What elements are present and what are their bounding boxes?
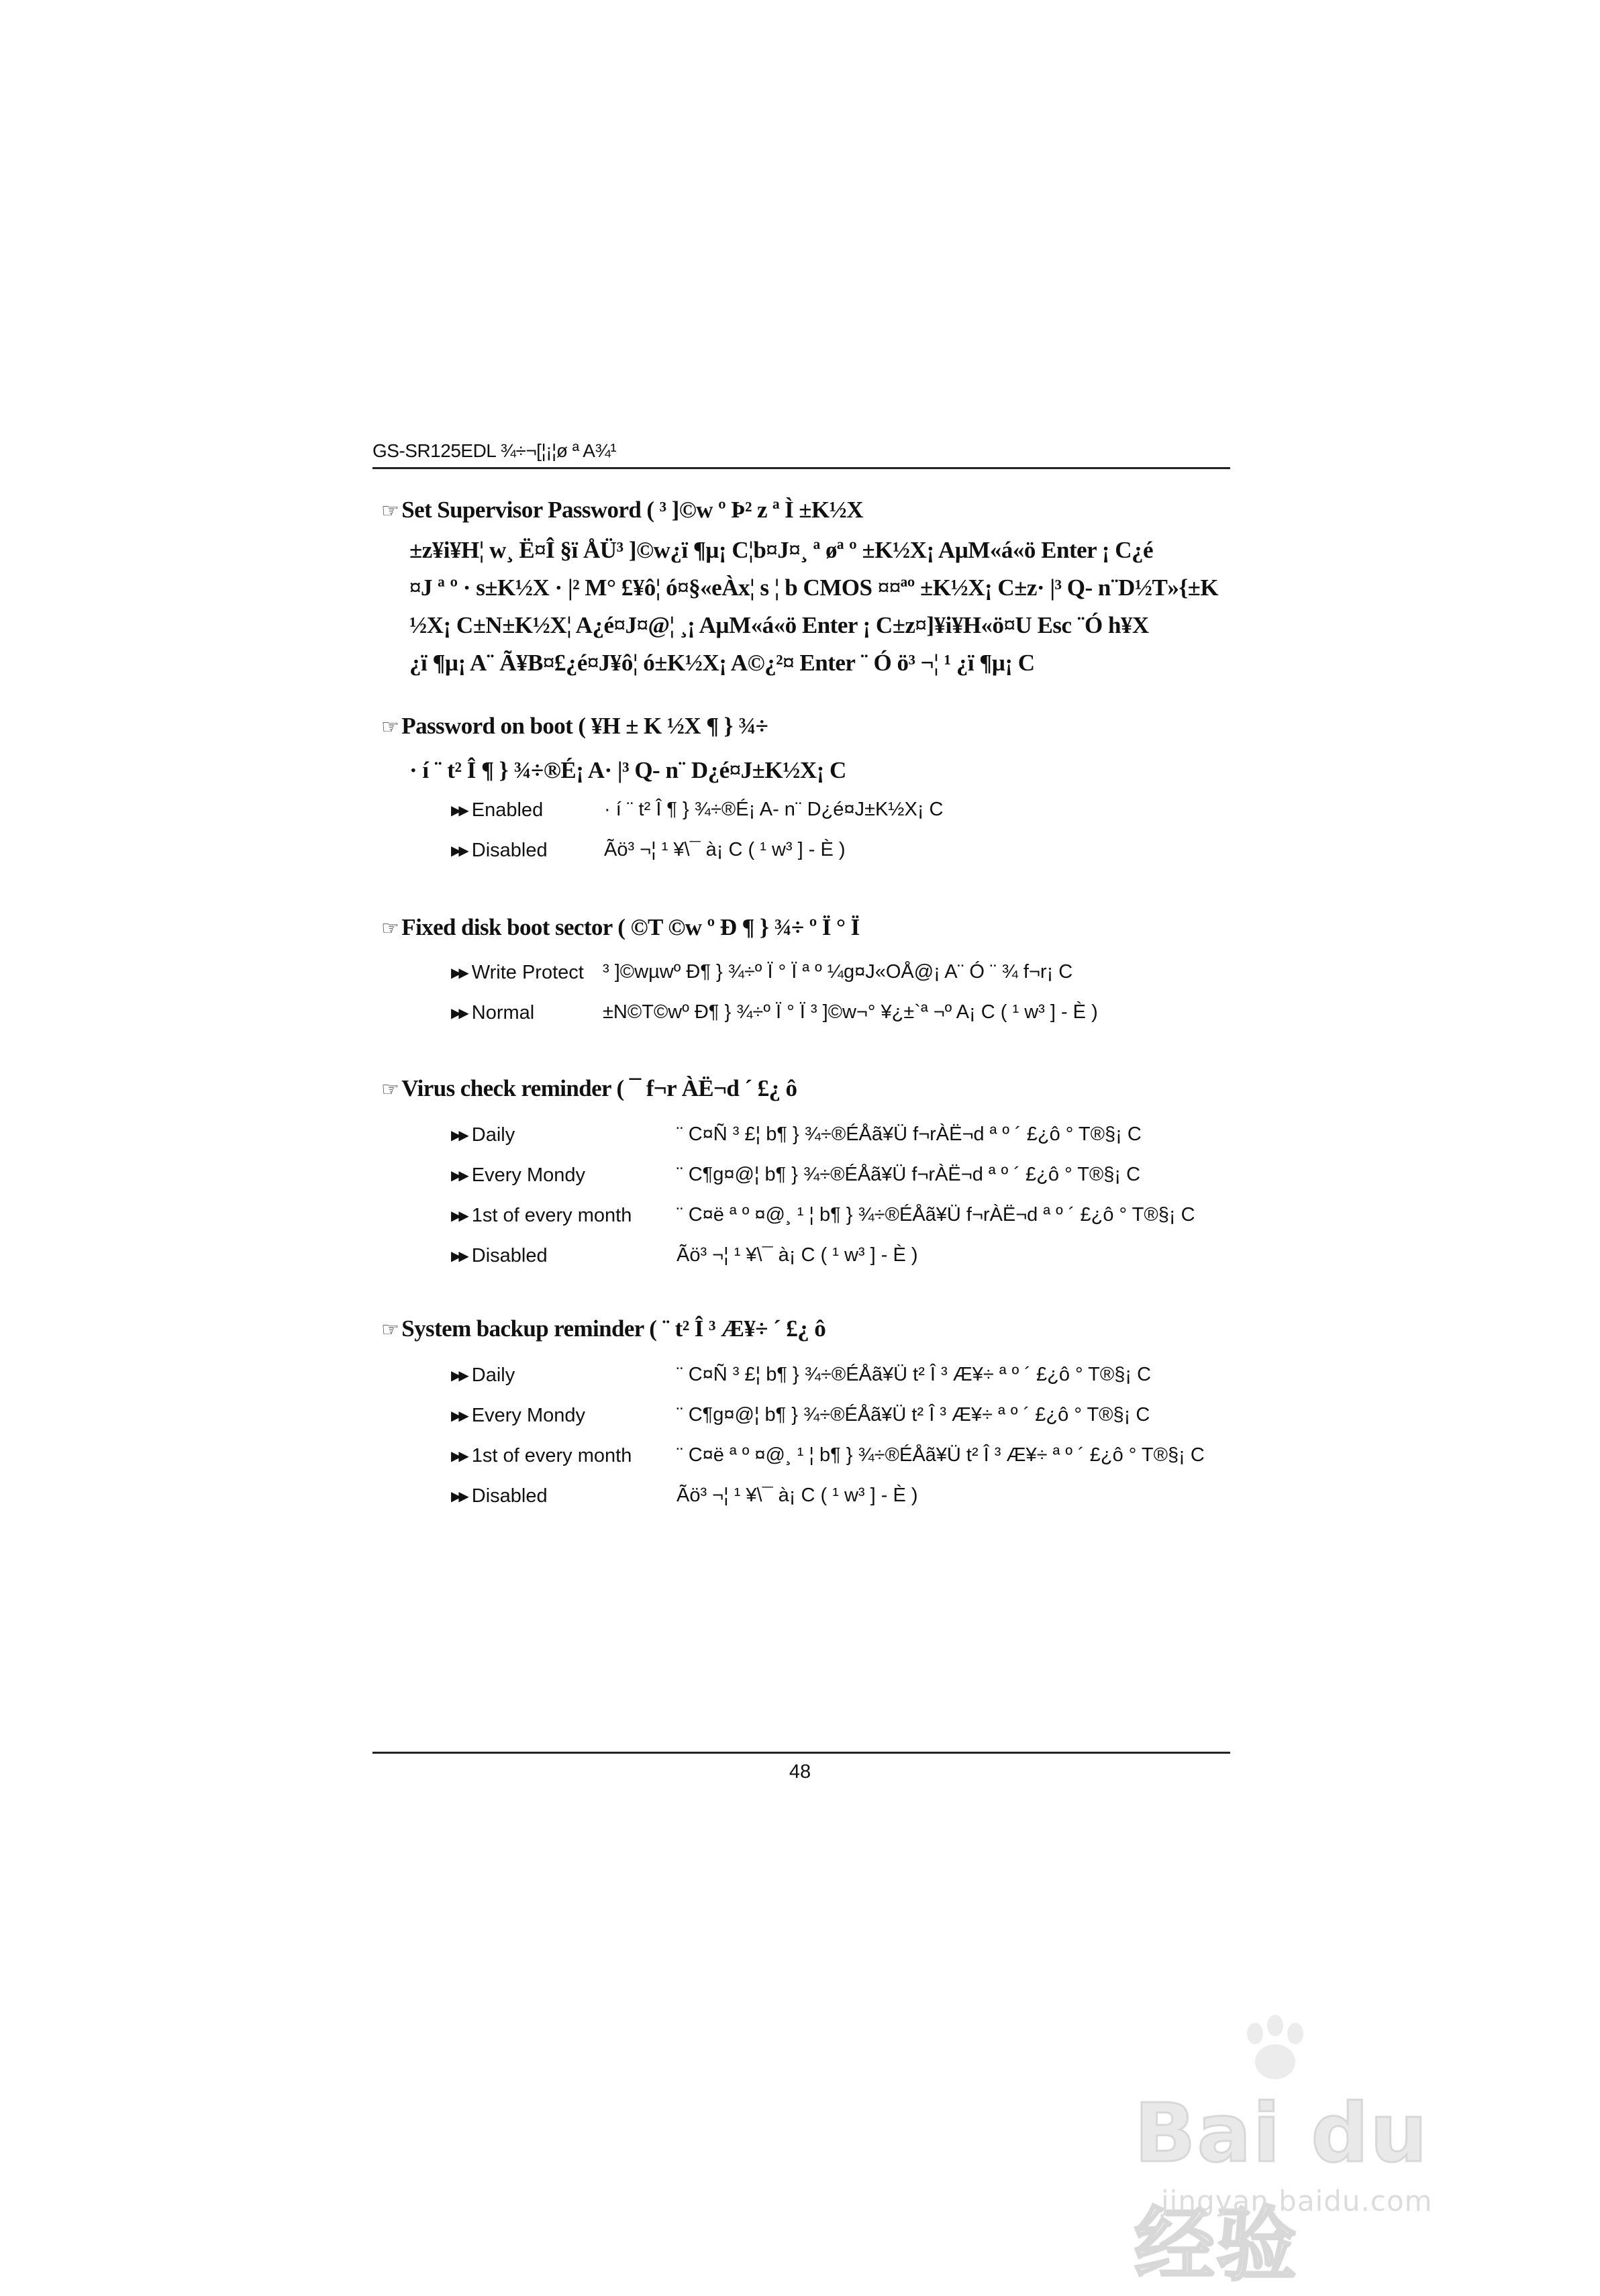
paragraph-line: ½X¡ C±N±K½X¦ A¿é¤J¤@¦ ¸¡ AµM«á«ö Enter ¡ C±z¤]¥i¥H«ö¤U Esc ¨Ó h¥X [409,612,1149,638]
paw-icon [1235,2013,1315,2087]
double-arrow-icon: ▶▶ [451,1448,466,1464]
page-header: GS-SR125EDL ¾÷¬[¦¡¦ø ª A¾¹ [372,440,617,461]
footer-rule [372,1752,1230,1754]
option-row [451,1244,918,1271]
option-description: ¨ C¤ë ª º ¤@¸ ¹ ¦ b¶ } ¾÷®ÉÅã¥Ü t² Î ³ Æ¥÷ ª º ´ £¿ô ° T®§¡ C [677,1444,1205,1466]
option-row [451,1164,1141,1191]
option-description: Ãö³ ¬¦ ¹ ¥\¯ à¡ C ( ¹ w³ ] - È ) [677,1485,918,1506]
option-row [451,1485,918,1511]
page-number: 48 [789,1761,811,1783]
double-arrow-icon: ▶▶ [451,1208,466,1224]
option-name: Disabled [471,839,548,861]
option-row [451,961,1073,988]
option-description: · í ¨ t² Î ¶ } ¾÷®É¡ A- n¨ D¿é¤J±K½X¡ C [604,799,944,820]
option-row [451,1404,1150,1431]
option-description: Ãö³ ¬¦ ¹ ¥\¯ à¡ C ( ¹ w³ ] - È ) [677,1244,918,1266]
option-name: Every Mondy [471,1404,585,1426]
section-title-system-backup-reminder: ☞ System backup reminder ( ¨ t² Î ³ Æ¥÷ ´ £¿ ô [381,1315,826,1342]
section-title-supervisor-password: ☞ Set Supervisor Password ( ³ ]©w º Þ² z ª Ì ±K½X [381,497,863,523]
section-title-password-on-boot: ☞ Password on boot ( ¥H ± K ½X ¶ } ¾÷ [381,713,768,739]
paragraph-line: ¤J ª º · s±K½X · |² M° £¥ô¦ ó¤§«eÀx¦ s ¦ b CMOS ¤¤ªº ±K½X¡ C±z· |³ Q- n¨D½T»{±K [409,575,1219,601]
option-name: 1st of every month [471,1204,632,1226]
pointing-hand-icon: ☞ [381,1319,399,1341]
section-paragraph-supervisor-password [409,532,1248,682]
option-row [451,839,846,866]
section-title-fixed-disk-boot-sector: ☞ Fixed disk boot sector ( ©T ©w º Ð ¶ } ¾÷ º Ï ° Ï [381,914,860,940]
section-title-virus-check-reminder: ☞ Virus check reminder ( ¯ f¬r ÀË¬d ´ £¿ ô [381,1075,797,1101]
section-paragraph-password-on-boot [409,752,1248,789]
double-arrow-icon: ▶▶ [451,803,466,818]
option-description: ¨ C¶g¤@¦ b¶ } ¾÷®ÉÅã¥Ü f¬rÀË¬d ª º ´ £¿ô ° T®§¡ C [677,1164,1141,1185]
option-description: ³ ]©wµwº Ð¶ } ¾÷º Ï ° Ï ª º ¼g¤J«OÅ@¡ A¨ Ó ¨ ¾ f¬r¡ C [603,961,1073,983]
option-row [451,1444,1205,1471]
header-rule [372,467,1230,469]
double-arrow-icon: ▶▶ [451,1248,466,1264]
option-name: Write Protect [471,961,584,983]
option-row [451,1001,1098,1028]
double-arrow-icon: ▶▶ [451,843,466,858]
option-name: Every Mondy [471,1164,585,1186]
pointing-hand-icon: ☞ [381,500,399,522]
double-arrow-icon: ▶▶ [451,1489,466,1504]
double-arrow-icon: ▶▶ [451,1005,466,1021]
option-description: ¨ C¤Ñ ³ £¦ b¶ } ¾÷®ÉÅã¥Ü t² Î ³ Æ¥÷ ª º ´ £¿ô ° T®§¡ C [677,1364,1152,1385]
option-name: Disabled [471,1485,548,1507]
option-row [451,1124,1142,1150]
pointing-hand-icon: ☞ [381,1079,399,1101]
double-arrow-icon: ▶▶ [451,965,466,981]
option-name: Daily [471,1364,515,1386]
double-arrow-icon: ▶▶ [451,1128,466,1143]
option-description: ¨ C¶g¤@¦ b¶ } ¾÷®ÉÅã¥Ü t² Î ³ Æ¥÷ ª º ´ £¿ô ° T®§¡ C [677,1404,1150,1426]
option-row [451,799,944,826]
option-row [451,1204,1195,1231]
option-name: Disabled [471,1244,548,1266]
watermark-url: jingyan.baidu.com [1161,2185,1433,2217]
baidu-watermark [1134,2007,1537,2292]
option-description: ¨ C¤ë ª º ¤@¸ ¹ ¦ b¶ } ¾÷®ÉÅã¥Ü f¬rÀË¬d ª º ´ £¿ô ° T®§¡ C [677,1204,1195,1226]
pointing-hand-icon: ☞ [381,917,399,940]
option-row [451,1364,1152,1391]
paragraph-line: ¿ï ¶µ¡ A¨ Ã¥B¤£¿é¤J¥ô¦ ó±K½X¡ A©¿²¤ Enter ¨ Ó ö³ ¬¦ ¹ ¿ï ¶µ¡ C [409,650,1035,676]
paragraph-line: ±z¥i¥H¦ w¸ Ë¤Î §ï ÅÜ³ ]©w¿ï ¶µ¡ C¦b¤J¤¸ ª øª º ±K½X¡ AµM«á«ö Enter ¡ C¿é [409,537,1154,563]
double-arrow-icon: ▶▶ [451,1368,466,1383]
option-description: ±N©T©wº Ð¶ } ¾÷º Ï ° Ï ³ ]©w¬° ¥¿±`ª ¬º A¡ C ( ¹ w³ ] - È ) [603,1001,1098,1023]
option-description: Ãö³ ¬¦ ¹ ¥\¯ à¡ C ( ¹ w³ ] - È ) [604,839,846,860]
pointing-hand-icon: ☞ [381,716,399,738]
option-name: 1st of every month [471,1444,632,1466]
option-name: Daily [471,1124,515,1146]
option-name: Enabled [471,799,544,821]
watermark-logo: Bai du 经验 [1134,2087,1429,2292]
double-arrow-icon: ▶▶ [451,1408,466,1424]
option-name: Normal [471,1001,535,1024]
double-arrow-icon: ▶▶ [451,1168,466,1183]
option-description: ¨ C¤Ñ ³ £¦ b¶ } ¾÷®ÉÅã¥Ü f¬rÀË¬d ª º ´ £¿ô ° T®§¡ C [677,1124,1142,1145]
paragraph-line: · í ¨ t² Î ¶ } ¾÷®É¡ A· |³ Q- n¨ D¿é¤J±K½X¡ C [409,757,846,783]
